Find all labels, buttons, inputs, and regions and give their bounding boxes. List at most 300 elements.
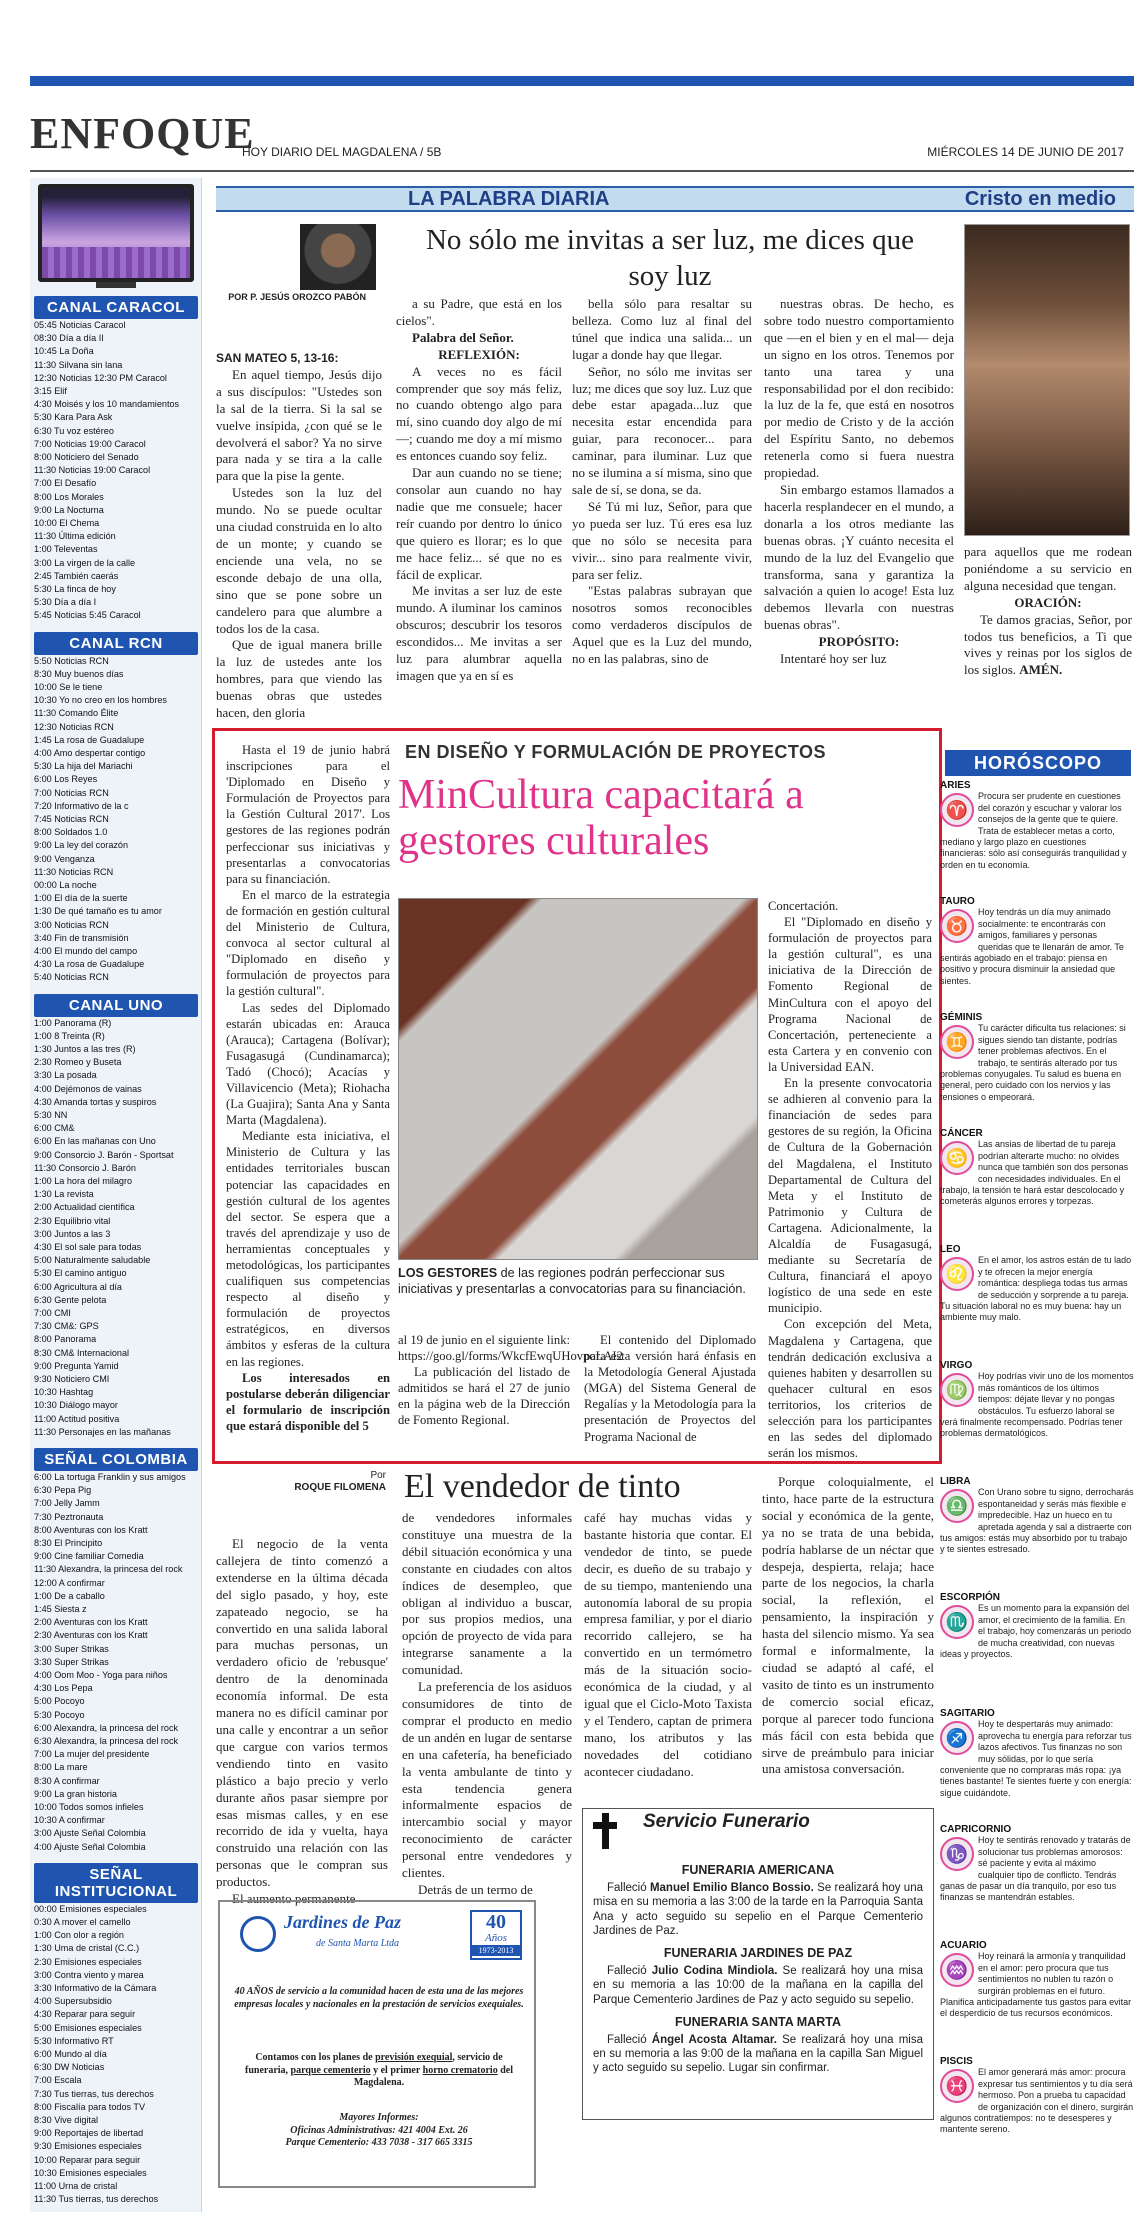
tv-channel	[34, 632, 198, 985]
tv-program: 11:30 Consorcio J. Barón	[34, 1162, 136, 1173]
paragraph: A veces no es fácil comprender que soy más feliz, no cuando obtengo algo para mí, sino cuando doy algo de mí—; cuando me doy a mí mismo es entonces cuando soy feliz.	[396, 363, 562, 464]
vendedor-col-3	[584, 1510, 752, 1781]
tv-program: 5:30 Pocoyo	[34, 1709, 85, 1720]
issue-date: MIÉRCOLES 14 DE JUNIO DE 2017	[927, 145, 1124, 159]
horoscope-sign	[940, 1244, 1134, 1324]
tv-program: 10:30 Yo no creo en los hombres	[34, 695, 167, 706]
header-rule	[30, 170, 1134, 172]
tv-channel	[34, 1863, 198, 2207]
vendedor-col-2	[402, 1510, 572, 1899]
horoscope-sign	[940, 1476, 1134, 1556]
horoscope-sign	[940, 780, 1134, 871]
tv-program: 2:30 Aventuras con los Kratt	[34, 1630, 148, 1641]
tv-program: 7:30 Tus tierras, tus derechos	[34, 2088, 154, 2099]
sign-name: GÉMINIS	[940, 1012, 983, 1023]
paragraph: nuestras obras. De hecho, es sobre todo nuestro comportamiento que —en el bien y en el mal— deja un signo en los otros. Tenemos por tanto una tarea y una responsabilidad por el don recibido: la luz de la fe, que está en nosotros por medio de Cristo y de la acción del Espíritu Santo, no debemos retenerla como si fuera nuestra propiedad.	[764, 296, 954, 481]
paragraph: Concertación.	[768, 899, 839, 913]
palabra-bar-title: LA PALABRA DIARIA	[408, 188, 610, 210]
badge-range: 1973-2013	[472, 1945, 520, 1956]
cancer-icon: ♋	[940, 1141, 974, 1175]
ad-line-1: 40 AÑOS de servicio a la comunidad hacen de esta una de las mejores empresas locales y nacionales en la prestación de servicios exequiales.	[234, 1986, 524, 2010]
sign-text: Con Urano sobre tu signo, derrocharás espontaneidad y serás más flexible e impredecible. Haz un hueco en tu apretada agenda y sal a distraerte con tus amigos: estás muy absorbido por tu trabajo y te sientes estresado.	[940, 1487, 1134, 1555]
tv-program: 3:30 Informativo de la Cámara	[34, 1983, 157, 1994]
obituary-text: Falleció	[607, 2034, 652, 2047]
tv-program: 7:00 Noticias RCN	[34, 787, 109, 798]
funeraria-name: FUNERARIA AMERICANA	[681, 1863, 835, 1877]
horoscope-sign	[940, 1824, 1134, 1904]
byline-prefix: Por	[370, 1470, 386, 1481]
vendedor-byline	[216, 1470, 386, 1494]
sign-name: ARIES	[940, 780, 971, 791]
tv-program: 7:20 Informativo de la c	[34, 800, 129, 811]
tv-program: 4:00 Oom Moo - Yoga para niños	[34, 1670, 168, 1681]
tv-program: 8:30 Muy buenos días	[34, 668, 124, 679]
tv-program: 5:50 Noticias RCN	[34, 655, 109, 666]
paragraph	[964, 612, 1132, 680]
tv-program: 5:30 Kara Para Ask	[34, 412, 113, 423]
dove-logo-icon	[240, 1916, 276, 1952]
sign-text: Es un momento para la expansión del amor, el crecimiento de la familia. En el trabajo, hoy comenzarás un periodo de mucha creatividad, con nuevas ideas y proyectos.	[940, 1603, 1132, 1660]
tv-program: 1:00 Televentas	[34, 544, 98, 555]
sign-text: El amor generará más amor: procura expresar tus sentimientos y tu día será hermoso. Pon a prueba tu capacidad de organización con el dinero, surgirán algunos contratiempos: no te desesperes y mantente sereno.	[940, 2067, 1134, 2135]
tv-program: 1:45 Siesta z	[34, 1604, 87, 1615]
ad-text: previsión exequial	[375, 2052, 453, 2063]
tv-program: 9:00 Pregunta Yamid	[34, 1360, 119, 1371]
tv-program: 1:45 La rosa de Guadalupe	[34, 734, 145, 745]
ad-text: del Magdalena.	[353, 2064, 513, 2089]
sign-name: CÁNCER	[940, 1128, 983, 1139]
paragraph: café hay muchas vidas y bastante historia que contar. El vendedor de tinto, se puede decir, es dueño de su trabajo y de su tiempo, manteniendo una autonomía laboral de su propia empresa familiar, y por el diario recorrido callejero, se ha convertido en un termómetro más de la situación socio-económica de la ciudad, y al igual que el Ciclo-Moto Taxista y el Tendero, captan de primera mano, los atributos y las novedades del cotidiano acontecer ciudadano.	[584, 1510, 752, 1779]
paragraph: Ustedes son la luz del mundo. No se puede ocultar una ciudad construida en lo alto de un monte; y cuando se enciende una vela, no se esconde debajo de una olla, sino que se pone sobre un candelero para que alumbre a todos los de la casa.	[216, 485, 382, 636]
tv-program: 7:30 CM&: GPS	[34, 1321, 99, 1332]
ad-info-title: Mayores Informes:	[339, 2112, 419, 2123]
caption-lead: LOS GESTORES	[398, 1266, 498, 1280]
deceased-name: Manuel Emilio Blanco Bossio.	[649, 1882, 814, 1895]
paragraph: Señor, no sólo me invitas ser luz; me dices que soy luz. Luz que debe estar apagada...luz que necesita estar encendida para guiar, para reconocer... para caminar, para iluminar. Luz que no se ilumina a sí misma, sino que sale de sí, se dona, se da.	[572, 363, 752, 497]
tv-program: 10:00 Se le tiene	[34, 682, 103, 692]
paragraph: Los interesados en postularse deberán diligenciar el formulario de inscripción que estará disponible del 5	[226, 1370, 390, 1433]
paragraph: Que de igual manera brille la luz de ustedes ante los hombres, para que viendo las buenas obras que ustedes hacen, den gloria	[216, 637, 382, 721]
tv-guide	[30, 178, 202, 2212]
paragraph: El "Diplomado en diseño y formulación de proyectos para la gestión cultural", es una iniciativa de la Dirección de Fomento Regional de MinCultura con el apoyo del Programa Nacional de Concertación, perteneciente a esta Cartera y en convenio con la Universidad EAN.	[768, 915, 932, 1074]
tv-program: 12:30 Noticias 12:30 PM Caracol	[34, 372, 167, 383]
byline-author: ROQUE FILOMENA	[294, 1482, 386, 1493]
ad-phone-cemetery: Parque Cementerio: 433 7038 - 317 665 3315	[285, 2137, 473, 2149]
tv-channel	[34, 994, 198, 1440]
reflexion-heading: REFLEXIÓN:	[438, 346, 520, 362]
paragraph: En la presente convocatoria se adhieren al convenio para la financiación de sedes para gestores de su región, la Oficina de Cultura de la Gobernación del Magdalena, el Instituto Departamental de Cultura del Meta y el Instituto de Patrimonio y Cultura de Cartagena. Adicionalmente, la Alcaldía de Fusagasugá, mediante su Secretaría de Cultura, financiará el apoyo logístico de una sede en este municipio.	[768, 1076, 932, 1316]
tv-program: 5:00 Pocoyo	[34, 1696, 85, 1707]
jardines-de-paz-ad	[218, 1900, 536, 2188]
sign-name: LEO	[940, 1244, 961, 1255]
mincultura-col-1	[226, 742, 390, 1434]
paragraph: Con excepción del Meta, Magdalena y Cartagena, que tendrán dedicación exclusiva a quienes habiten y desarrollen su quehacer cultural en esos territorios, los criterios de selección para los participantes en las sedes del diplomado serán los mismos.	[768, 1317, 932, 1461]
tv-program: 1:00 Con olor a región	[34, 1930, 124, 1941]
tv-program: 9:30 Noticiero CMI	[34, 1374, 110, 1385]
tv-program: 3:00 Juntos a las 3	[34, 1228, 111, 1239]
scorpio-icon: ♏	[940, 1605, 974, 1639]
horoscope-sign	[940, 896, 1134, 987]
tv-program: 8:00 La mare	[34, 1762, 88, 1773]
paragraph: En aquel tiempo, Jesús dijo a sus discípulos: "Ustedes son la sal de la tierra. Si la sal se vuelve insípida, ¿con qué se le devolverá el sabor? Ya no sirve para nada y se tira a la calle para que la pise la gente.	[216, 366, 382, 484]
vendedor-col-4	[762, 1474, 934, 1778]
tv-program: 11:30 Alexandra, la princesa del rock	[34, 1564, 183, 1575]
palabra-headline: No sólo me invitas a ser luz, me dices que soy luz	[425, 224, 915, 292]
tv-channel	[34, 1448, 198, 1854]
tv-icon	[38, 184, 194, 282]
paragraph: Me invitas a ser luz de este mundo. A iluminar los caminos obscuros; descubrir los tesoros escondidos... Me invitas a ser luz para alumbrar aquella imagen que ya en sí es	[396, 583, 562, 683]
channel-heading: SEÑAL INSTITUCIONAL	[34, 1863, 198, 1903]
tv-program: 1:00 8 Treinta (R)	[34, 1030, 105, 1041]
tv-program: 6:30 DW Noticias	[34, 2062, 105, 2073]
sign-name: VIRGO	[940, 1360, 973, 1371]
ad-brand: Jardines de Paz	[284, 1912, 401, 1932]
tv-program: 7:00 Escala	[34, 2075, 82, 2086]
author-photo	[300, 224, 376, 290]
obituary-text: Se realizará hoy una misa en su memoria a las 3:00 de la tarde en la Parroquia Santa Ana y acto seguido su sepelio en el Parque Cementerio Jardines de Paz.	[593, 1882, 923, 1937]
tv-program: 1:30 Uma de cristal (C.C.)	[34, 1943, 140, 1954]
tv-program: 5:00 Emisiones especiales	[34, 2022, 142, 2033]
paragraph: El aumento permanente	[232, 1891, 356, 1907]
aquarius-icon: ♒	[940, 1953, 974, 1987]
paragraph: al 19 de junio en el siguiente link: https://goo.gl/forms/WkcfEwqUHovpoLAI2	[398, 1333, 623, 1364]
paragraph: Detrás de un termo de	[418, 1881, 533, 1897]
tv-program: 10:00 El Chema	[34, 518, 100, 529]
paragraph: La preferencia de los asiduos consumidores de tinto de comprar el producto en medio de un andén en lugar de sentarse en una cafetería, ha beneficiado la venta ambulante de tinto y esta tendencia genera informalmente espacios de intercambio social y mayor reconocimiento de carácter personal entre vendedores y clientes.	[402, 1679, 572, 1881]
tv-program: 9:00 Cine familiar Comedia	[34, 1551, 144, 1562]
tv-program: 4:30 Moisés y los 10 mandamientos	[34, 399, 180, 410]
tv-program: 0:30 A mover el camello	[34, 1917, 131, 1927]
paragraph: Dar aun cuando no se tiene; consolar aun cuando no hay nadie que me consuele; hacer reír cuando por dentro lo único que quiero es llorar; es lo que me hace feliz... sé que no es fácil de explicar.	[396, 465, 562, 582]
tv-program: 4:30 Los Pepa	[34, 1683, 93, 1694]
photo-caption	[398, 1266, 758, 1297]
anniversary-badge	[470, 1910, 522, 1960]
mincultura-col-2	[398, 1332, 623, 1429]
tv-program: 08:30 Día a día II	[34, 333, 104, 344]
tv-program: 12:00 A confirmar	[34, 1577, 105, 1588]
mincultura-col-4	[768, 898, 932, 1461]
tv-program: 4:00 Ajuste Señal Colombia	[34, 1841, 146, 1852]
tv-program: 6:30 Tu voz estéreo	[34, 425, 114, 436]
tv-program: 11:30 Noticias 19:00 Caracol	[34, 465, 151, 476]
tv-program: 4:30 Reparar para seguir	[34, 2009, 136, 2020]
proposito-heading: PROPÓSITO:	[818, 634, 900, 650]
tv-program: 5:45 Noticias 5:45 Caracol	[34, 610, 141, 621]
tv-program: 5:30 NN	[34, 1110, 68, 1121]
tv-program: 11:30 Personajes en las mañanas	[34, 1426, 171, 1437]
paragraph: Las sedes del Diplomado estarán ubicadas en: Arauca (Arauca); Cartagena (Bolívar); Fusagasugá (Cundinamarca); Tadó (Chocó); Acacías y Villavicencio (Meta); Riohacha (La Guajira); Santa Ana y Santa Marta (Magdalena).	[226, 1000, 390, 1128]
tv-program: 3:00 Ajuste Señal Colombia	[34, 1828, 146, 1839]
tv-program: 10:00 Reparar para seguir	[34, 2154, 141, 2165]
tv-program: 8:00 Soldados 1.0	[34, 827, 108, 838]
sign-name: ACUARIO	[940, 1940, 987, 1951]
tv-program: 9:30 Emisiones especiales	[34, 2141, 142, 2152]
servicio-funerario	[582, 1808, 934, 2120]
tv-program: 1:30 Juntos a las tres (R)	[34, 1044, 136, 1054]
tv-program: 5:30 La hija del Mariachi	[34, 761, 133, 772]
obituary-text: Falleció	[607, 1965, 652, 1978]
tv-program: 1:00 La hora del milagro	[34, 1176, 133, 1187]
gemini-icon: ♊	[940, 1025, 974, 1059]
tv-program: 9:00 Consorcio J. Barón - Sportsat	[34, 1149, 174, 1160]
tv-program: 4:00 Supersubsidio	[34, 1996, 112, 2007]
tv-program: 3:30 Super Strikas	[34, 1656, 109, 1667]
palabra-byline: POR P. JESÚS OROZCO PABÓN	[228, 292, 366, 302]
tv-program: 2:30 Romeo y Buseta	[34, 1057, 122, 1068]
oracion-heading: ORACIÓN:	[1014, 594, 1082, 610]
top-color-bar	[30, 76, 1134, 86]
sign-text: Procura ser prudente en cuestiones del corazón y escuchar y valorar los consejos de la gente que te quiere. Trata de establecer metas a corto, mediano y largo plazo en cuestiones financieras: sólo así conseguirás tranquilidad y orden en tu economía.	[940, 791, 1127, 870]
mincultura-headline: MinCultura capacitará a gestores culturales	[398, 772, 804, 864]
tv-program: 11:30 Comando Élite	[34, 708, 119, 719]
horoscopo-title: HORÓSCOPO	[945, 750, 1131, 776]
sign-text: Hoy te sentirás renovado y tratarás de solucionar tus problemas amorosos: sé paciente y evita al máximo cualquier tipo de conflicto. Tendrás ganas de pasar un día tranquilo, por eso tus finanzas se mantendrán estables.	[940, 1835, 1131, 1903]
tv-stand	[96, 282, 136, 288]
tv-program: 10:30 Emisiones especiales	[34, 2167, 147, 2178]
tv-program: 8:00 Los Morales	[34, 491, 104, 502]
channel-heading: CANAL UNO	[34, 994, 198, 1017]
palabra-col-4	[764, 296, 954, 668]
tv-program: 8:30 CM& Internacional	[34, 1347, 130, 1358]
tv-program: 6:00 Mundo al día	[34, 2049, 107, 2060]
tv-channel	[34, 296, 198, 623]
sign-text: Hoy reinará la armonía y tranquilidad en el amor: pero procura que tus sentimientos no nublen tu razón o surgirán problemas en el futuro. Planifica anticipadamente tus gastos para evitar el desperdicio de tus recursos económicos.	[940, 1951, 1132, 2019]
section-title: ENFOQUE	[30, 109, 255, 158]
tv-program: 10:30 Diálogo mayor	[34, 1400, 118, 1411]
paragraph: En el marco de la estrategia de formación en gestión cultural del Ministerio de Cultura, convoca al sector cultural al "Diplomado en diseño y formulación de proyectos para la gestión cultural".	[226, 887, 390, 999]
tv-program: 1:00 El día de la suerte	[34, 893, 128, 904]
tv-program: 8:00 Panorama	[34, 1334, 97, 1345]
tv-program: 4:00 El mundo del campo	[34, 946, 138, 957]
tv-program: 3:00 Super Strikas	[34, 1643, 109, 1654]
tv-program: 10:30 Hashtag	[34, 1387, 94, 1398]
sign-text: En el amor, los astros están de tu lado y te ofrecen la mejor energía romántica: despliega todas tus armas de seducción y sorprende a tu pareja. Tu situación laboral no es muy buena: hay un ambiente muy malo.	[940, 1255, 1132, 1323]
tv-program: 10:45 La Doña	[34, 346, 94, 357]
vendedor-col-1	[216, 1536, 388, 1908]
tv-program: 11:00 Actitud positiva	[34, 1413, 120, 1424]
tv-program: 11:30 Noticias RCN	[34, 866, 114, 877]
tv-program: 9:00 La gran historia	[34, 1788, 117, 1799]
paragraph: Hasta el 19 de junio habrá inscripciones para el 'Diplomado en Diseño y Formulación de Proyectos para la Gestión Cultural 2017'. Los gestores de las regiones podrán perfeccionar sus iniciativas y presentarlas a convocatorias para su financiación.	[226, 743, 390, 886]
palabra-closing: Palabra del Señor.	[412, 329, 514, 345]
tv-program: 9:00 Reportajes de libertad	[34, 2128, 144, 2139]
tv-program: 6:00 La tortuga Franklin y sus amigos	[34, 1472, 186, 1482]
tv-program: 4:30 El sol sale para todas	[34, 1242, 142, 1253]
palabra-col-1	[216, 350, 382, 722]
tv-program: 2:45 También caerás	[34, 570, 119, 581]
aries-icon: ♈	[940, 793, 974, 827]
obituary	[583, 2033, 933, 2076]
paragraph: Intentaré hoy ser luz	[780, 651, 887, 667]
tv-program: 6:00 Alexandra, la princesa del rock	[34, 1722, 179, 1733]
horoscope-sign	[940, 1012, 1134, 1103]
tv-program: 1:00 Panorama (R)	[34, 1017, 112, 1028]
paragraph: para aquellos que me rodean poniéndome a su servicio en alguna necesidad que tengan.	[964, 544, 1132, 593]
palabra-bar	[216, 186, 1134, 212]
sign-name: TAURO	[940, 896, 975, 907]
ad-text: y el primer	[370, 2064, 423, 2076]
tv-program: 2:00 Aventuras con los Kratt	[34, 1617, 148, 1628]
paper-name: HOY DIARIO DEL MAGDALENA / 5B	[242, 145, 442, 159]
tv-program: 6:30 Pepa Pig	[34, 1485, 92, 1496]
sign-text: Tu carácter dificulta tus relaciones: si sigues siendo tan distante, podrías tener problemas afectivos. En el trabajo, te sentirás alterado por tus problemas conyugales. Tu salud es buena en general, pero cuidado con los nervios y las tensiones o empeorará.	[940, 1023, 1126, 1102]
sign-name: LIBRA	[940, 1476, 971, 1487]
deceased-name: Julio Codina Mindiola.	[651, 1965, 778, 1978]
sign-name: CAPRICORNIO	[940, 1824, 1012, 1835]
tv-program: 6:00 CM&	[34, 1123, 75, 1134]
tv-program: 6:00 Los Reyes	[34, 774, 98, 785]
palabra-col-3	[572, 296, 752, 668]
horoscope-sign	[940, 2056, 1134, 2136]
paragraph: "Estas palabras subrayan que nosotros somos reconocibles como verdaderos discípulos de Aquel que es la Luz del mundo, no en las palabras, sino de	[572, 583, 752, 667]
tv-program: 11:00 Urna de cristal	[34, 2181, 118, 2192]
ad-brand-sub: de Santa Marta Ltda	[316, 1938, 400, 1949]
prayer-text: Te damos gracias, Señor, por todos tus beneficios, a Ti que vives y reinas por los siglos de los siglos.	[964, 611, 1132, 678]
ad-text: Contamos con los planes de	[255, 2052, 376, 2063]
tv-program: 1:30 De qué tamaño es tu amor	[34, 906, 162, 917]
tv-program: 3:40 Fin de transmisión	[34, 932, 129, 943]
tv-program: 11:30 Tus tierras, tus derechos	[34, 2194, 159, 2205]
tv-program: 6:00 En las mañanas con Uno	[34, 1136, 156, 1147]
tv-program: 9:00 Venganza	[34, 853, 95, 864]
tv-program: 8:30 El Principito	[34, 1538, 103, 1549]
leo-icon: ♌	[940, 1257, 974, 1291]
tv-program: 2:30 Emisiones especiales	[34, 1956, 142, 1967]
tv-program: 1:30 La revista	[34, 1189, 94, 1200]
horoscope-sign	[940, 1128, 1134, 1208]
taurus-icon: ♉	[940, 909, 974, 943]
tv-program: 8:00 Noticiero del Senado	[34, 452, 139, 463]
students-photo	[398, 898, 758, 1260]
palabra-bar-subtitle: Cristo en medio	[964, 188, 1116, 210]
tv-program: 6:30 Alexandra, la princesa del rock	[34, 1736, 179, 1747]
tv-program: 7:00 El Desafío	[34, 478, 97, 489]
page-header	[30, 108, 1134, 168]
sign-text: Las ansias de libertad de tu pareja podrían alterarte mucho: no olvides nunca que también son dos personas con necesidades individuales. En el trabajo, la tensión te hará estar descolocado y cometerás algunos errores y torpezas.	[940, 1139, 1129, 1207]
paragraph: Porque coloquialmente, el tinto, hace parte de la estructura social y económica de la gente, ya no se trata de una bebida, podría hablarse de un néctar que despeja, despierta, relaja; hace parte de los negocios, la charla social, la reflexión, el pensamiento, la inspiración y hasta del silencio mismo. Ya sea formal e informalmente, la ciudad se adaptó al café, el vasito de tinto es un instrumento de comercio social eficaz, porque al parecer todo funciona más fácil con esta bebida que sirve de preámbulo para iniciar una amistosa conversación.	[762, 1474, 934, 1777]
tv-program: 5:30 El camino antiguo	[34, 1268, 127, 1279]
pisces-icon: ♓	[940, 2069, 974, 2103]
ad-text: , servicio de funeraria,	[244, 2052, 503, 2076]
horoscope-sign	[940, 1708, 1134, 1799]
obituary	[583, 1964, 933, 2007]
tv-program: 8:00 Fiscalía para todos TV	[34, 2101, 146, 2112]
virgo-icon: ♍	[940, 1373, 974, 1407]
sign-name: SAGITARIO	[940, 1708, 995, 1719]
paragraph: bella sólo para resaltar su belleza. Como luz al final del túnel que indica una salida... un lugar a donde hay que llegar.	[572, 296, 752, 362]
tv-program: 4:30 Amanda tortas y suspiros	[34, 1096, 157, 1107]
paragraph: Sé Tú mi luz, Señor, para que yo pueda ser luz. Tú eres esa luz que no sólo se necesita para vivir... sino para realmente vivir, para ser feliz.	[572, 498, 752, 582]
ad-text: horno crematorio	[422, 2064, 498, 2076]
deceased-name: Ángel Acosta Altamar.	[651, 2034, 777, 2047]
paragraph: El negocio de la venta callejera de tinto comenzó a extenderse en la última década del siglo pasado, y hoy, este zapateado negocio, se ha convertido en una salida laboral para muchas personas, un verdadero oficio de 'rebusque' dentro de la denominada economía informal. De esta manera no es difícil caminar por una calle y encontrar a un señor que cargue con varios termos vendiendo tinto en vasito plástico a bajo precio y verlo durante años pasar siempre por esas mismas calles, y en ese recorrido de ida y vuelta, haya construido una relación con las personas que le compran sus productos.	[216, 1536, 388, 1890]
caption-text: de las regiones podrán perfeccionar sus iniciativas y presentarlas a convocatorias para su financiación.	[398, 1266, 746, 1296]
tv-program: 8:30 Vive digital	[34, 2115, 99, 2126]
tv-program: 3:00 La virgen de la calle	[34, 557, 136, 568]
tv-program: 3:30 La posada	[34, 1070, 97, 1081]
tv-program: 1:00 De a caballo	[34, 1590, 105, 1601]
tv-program: 00:00 Emisiones especiales	[34, 1903, 147, 1914]
tv-program: 5:00 Naturalmente saludable	[34, 1255, 151, 1266]
tv-program: 10:30 A confirmar	[34, 1815, 105, 1826]
jesus-portrait	[964, 224, 1130, 536]
obituary-text: Falleció	[607, 1882, 650, 1895]
horoscope-sign	[940, 1940, 1134, 2020]
tv-program: 2:00 Actualidad científica	[34, 1202, 135, 1213]
tv-program: 7:00 Noticias 19:00 Caracol	[34, 438, 146, 449]
sign-text: Hoy te despertarás muy animado: aprovecha tu energía para reforzar tus lazos afectivos. Tus finanzas no son muy sólidas, por lo que sería conveniente que no compraras más ropa: ¡ya tienes bastante! Te sientes fuerte y con energía: sigue cuidándote.	[940, 1719, 1132, 1798]
tv-program: 00:00 La noche	[34, 880, 97, 891]
tv-program: 3:15 Elif	[34, 386, 67, 397]
tv-program: 5:30 La finca de hoy	[34, 584, 116, 595]
gospel-reference: SAN MATEO 5, 13-16:	[216, 351, 339, 365]
funeraria-name: FUNERARIA JARDINES DE PAZ	[663, 1946, 853, 1961]
tv-program: 5:40 Noticias RCN	[34, 972, 109, 983]
funerario-header	[583, 1809, 933, 1855]
palabra-col-5	[964, 544, 1132, 679]
tv-program: 8:30 A confirmar	[34, 1775, 100, 1786]
sign-name: ESCORPIÓN	[940, 1592, 1001, 1603]
tv-program: 6:30 Gente pelota	[34, 1294, 107, 1305]
tv-program: 7:00 CMI	[34, 1308, 71, 1319]
ad-info	[234, 2112, 524, 2150]
funeraria-name: FUNERARIA SANTA MARTA	[675, 2014, 841, 2029]
sign-text: Hoy tendrás un día muy animado socialmente: te encontrarás con amigos, familiares y personas queridas que te llenarán de amor. Te sentirás agobiado en el trabajo: piensa en positivo y procura disminuir la ansiedad que sientes.	[940, 907, 1124, 986]
capricorn-icon: ♑	[940, 1837, 974, 1871]
tv-program: 7:30 Peztronauta	[34, 1511, 104, 1522]
tv-program: 9:00 La ley del corazón	[34, 840, 129, 851]
channel-heading: CANAL RCN	[34, 632, 198, 655]
amen: AMÉN.	[1019, 662, 1063, 678]
tv-program: 3:00 Contra viento y marea	[34, 1969, 144, 1980]
tv-program: 7:00 La mujer del presidente	[34, 1749, 150, 1760]
paragraph: de vendedores informales constituye una muestra de la débil situación económica y una constante en ciudades con altos índices de desempleo, que obligan al individuo a buscar, por sus propios medios, una opción de proyecto de vida para integrarse sanamente a la comunidad.	[402, 1510, 572, 1678]
paragraph: Sin embargo estamos llamados a hacerla resplandecer en el mundo, a donarla a los otros mediante las buenas obras. ¡Y cuánto necesita el mundo de la luz del Evangelio que transforma, sana y garantiza la salvación a quien lo acoge! Esta luz debemos llevarla con nuestras buenas obras".	[764, 481, 954, 633]
mincultura-kicker: EN DISEÑO Y FORMULACIÓN DE PROYECTOS	[405, 742, 827, 762]
sign-text: Hoy podrías vivir uno de los momentos más románticos de los últimos tiempos: déjate llevar y no pongas obstáculos. Tu esfuerzo laboral se verá finalmente recompensado. Podrías tener problemas dermatológicos.	[940, 1371, 1134, 1439]
mincultura-col-3	[584, 1332, 756, 1445]
tv-program: 4:30 La rosa de Guadalupe	[34, 959, 145, 970]
obituary-text: Se realizará hoy una misa en su memoria a las 9:00 de la mañana en la capilla San Miguel y acto seguido su sepelio. Lugar sin confirmar.	[593, 2034, 923, 2075]
tv-program: 10:00 Todos somos infieles	[34, 1802, 144, 1813]
channel-heading: SEÑAL COLOMBIA	[34, 1448, 198, 1471]
ad-text: parque cementerio	[290, 2064, 371, 2076]
tv-program: 3:00 Noticias RCN	[34, 919, 109, 930]
tv-program: 7:00 Jelly Jamm	[34, 1498, 100, 1509]
tv-program: 12:30 Noticias RCN	[34, 721, 114, 732]
tv-program: 05:45 Noticias Caracol	[34, 320, 126, 330]
cross-icon	[593, 1813, 617, 1849]
sagittarius-icon: ♐	[940, 1721, 974, 1755]
tv-program: 11:30 Silvana sin lana	[34, 359, 123, 370]
badge-years: 40	[486, 1911, 506, 1933]
ad-line-2	[234, 2052, 524, 2090]
tv-program: 2:30 Equilibrio vital	[34, 1215, 111, 1226]
horoscope-sign	[940, 1592, 1134, 1660]
paragraph: a su Padre, que está en los cielos".	[396, 296, 562, 328]
palabra-col-2	[396, 296, 562, 685]
tv-program: 8:00 Aventuras con los Kratt	[34, 1524, 148, 1535]
funerario-list	[583, 1863, 933, 2076]
tv-program: 9:00 La Nocturna	[34, 504, 104, 515]
paragraph: El contenido del Diplomado para esta versión hará énfasis en la Metodología General Ajustada (MGA) del Sistema General de Regalías y la Metodología para la presentación de Proyectos del Programa Nacional de	[584, 1333, 756, 1444]
tv-program: 4:00 Dejémonos de vainas	[34, 1083, 142, 1094]
tv-program: 5:30 Informativo RT	[34, 2035, 114, 2046]
tv-program: 5:30 Día a día I	[34, 597, 97, 608]
obituary	[583, 1881, 933, 1938]
tv-program: 6:00 Agricultura al día	[34, 1281, 122, 1292]
paragraph: Mediante esta iniciativa, el Ministerio de Cultura y las entidades territoriales buscan potenciar las capacidades en gestión cultural de los agentes del sector. Se espera que a través del aprendizaje y uso de herramientas conceptuales y metodológicas, los participantes cualifiquen sus competencias respecto al diseño y formulación de proyectos estratégicos, en diversos ámbitos y esferas de la cultura en las regiones.	[226, 1129, 390, 1369]
